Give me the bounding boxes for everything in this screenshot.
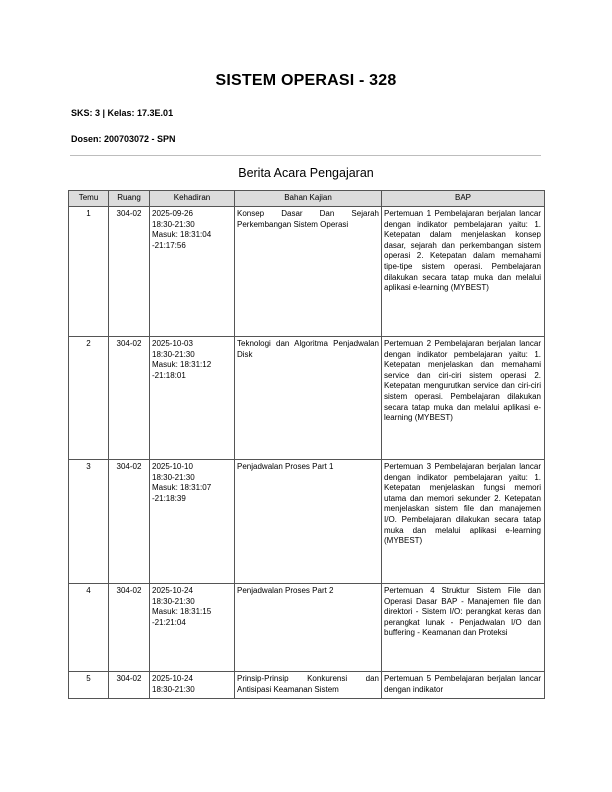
attendance-time: 18:30-21:30 bbox=[152, 472, 195, 482]
header-bap: BAP bbox=[382, 191, 545, 207]
attendance-checkin: Masuk: 18:31:04 bbox=[152, 230, 212, 240]
cell-bahan-kajian: Konsep Dasar Dan Sejarah Perkembangan Sistem Operasi bbox=[235, 207, 382, 337]
attendance-date: 2025-10-24 bbox=[152, 674, 193, 683]
attendance-time: 18:30-21:30 bbox=[152, 684, 195, 694]
cell-bap: Pertemuan 5 Pembelajaran berjalan lancar dengan indikator bbox=[382, 672, 545, 699]
cell-bap: Pertemuan 1 Pembelajaran berjalan lancar dengan indikator pembelajaran yaitu: 1. Ketepatan dalam menjelaskan konsep dasar, sejarah dan perkembangan sistem operasi 2. Ketepatan dalam memahami tipe-tipe sistem operasi. Pembelajaran dilakukan secara tatap muka dan melalui aplikasi e-learning (MYBEST) bbox=[382, 207, 545, 337]
attendance-checkin: Masuk: 18:31:12 bbox=[152, 360, 212, 370]
cell-temu: 4 bbox=[69, 584, 109, 672]
attendance-date: 2025-10-24 bbox=[152, 586, 193, 595]
table-row bbox=[69, 672, 545, 699]
table-row bbox=[69, 460, 545, 584]
table-row bbox=[69, 584, 545, 672]
section-title: Berita Acara Pengajaran bbox=[238, 166, 374, 180]
header-ruang: Ruang bbox=[109, 191, 150, 207]
table-header-row bbox=[69, 191, 545, 207]
course-title: SISTEM OPERASI - 328 bbox=[215, 72, 397, 89]
cell-ruang: 304-02 bbox=[109, 337, 150, 460]
attendance-time: 18:30-21:30 bbox=[152, 219, 195, 229]
cell-kehadiran bbox=[150, 584, 235, 672]
cell-temu: 1 bbox=[69, 207, 109, 337]
cell-bahan-kajian: Penjadwalan Proses Part 2 bbox=[235, 584, 382, 672]
attendance-date: 2025-10-03 bbox=[152, 339, 193, 348]
cell-kehadiran bbox=[150, 460, 235, 584]
sks-class-info: SKS: 3 | Kelas: 17.3E.01 bbox=[71, 108, 174, 118]
attendance-time: 18:30-21:30 bbox=[152, 349, 195, 359]
attendance-checkout: -21:18:01 bbox=[152, 370, 186, 380]
cell-kehadiran bbox=[150, 337, 235, 460]
cell-kehadiran bbox=[150, 672, 235, 699]
cell-temu: 2 bbox=[69, 337, 109, 460]
cell-bahan-kajian: Prinsip-Prinsip Konkurensi dan Antisipasi Keamanan Sistem bbox=[235, 672, 382, 699]
lecturer-info: Dosen: 200703072 - SPN bbox=[71, 134, 176, 144]
cell-temu: 5 bbox=[69, 672, 109, 699]
attendance-checkout: -21:17:56 bbox=[152, 240, 186, 250]
attendance-checkin: Masuk: 18:31:07 bbox=[152, 483, 212, 493]
cell-bap: Pertemuan 2 Pembelajaran berjalan lancar dengan indikator pembelajaran yaitu: 1. Ketepatan menjelaskan dan memahami service dan ciri-ciri sistem operasi 2. Ketepatan mengurutkan service dan ciri-ciri sistem operasi. Pembelajaran dilakukan secara tatap muka dan melalui aplikasi e-learning (MYBEST) bbox=[382, 337, 545, 460]
teaching-log-table bbox=[68, 190, 545, 699]
cell-ruang: 304-02 bbox=[109, 672, 150, 699]
cell-bahan-kajian: Penjadwalan Proses Part 1 bbox=[235, 460, 382, 584]
table-row bbox=[69, 337, 545, 460]
cell-temu: 3 bbox=[69, 460, 109, 584]
cell-bahan-kajian: Teknologi dan Algoritma Penjadwalan Disk bbox=[235, 337, 382, 460]
attendance-date: 2025-10-10 bbox=[152, 462, 193, 471]
cell-ruang: 304-02 bbox=[109, 207, 150, 337]
cell-bap: Pertemuan 3 Pembelajaran berjalan lancar dengan indikator pembelajaran yaitu: 1. Ketepatan menjelaskan fungsi memori utama dan memori sekunder 2. Ketepatan menjelaskan sistem file dan manajemen I/O. Pembelajaran dilakukan secara tatap muka dan melalui aplikasi e-learning (MYBEST) bbox=[382, 460, 545, 584]
cell-ruang: 304-02 bbox=[109, 460, 150, 584]
attendance-checkout: -21:21:04 bbox=[152, 617, 186, 627]
header-bahan-kajian: Bahan Kajian bbox=[235, 191, 382, 207]
attendance-checkin: Masuk: 18:31:15 bbox=[152, 607, 212, 617]
header-kehadiran: Kehadiran bbox=[150, 191, 235, 207]
attendance-checkout: -21:18:39 bbox=[152, 493, 186, 503]
cell-bap: Pertemuan 4 Struktur Sistem File dan Operasi Dasar BAP - Manajemen file dan direktori - Sistem I/O: perangkat keras dan perangkat lunak - Penjadwalan I/O dan buffering - Keamanan dan Proteksi bbox=[382, 584, 545, 672]
header-temu: Temu bbox=[69, 191, 109, 207]
attendance-date: 2025-09-26 bbox=[152, 209, 193, 218]
cell-ruang: 304-02 bbox=[109, 584, 150, 672]
table-row bbox=[69, 207, 545, 337]
cell-kehadiran bbox=[150, 207, 235, 337]
attendance-time: 18:30-21:30 bbox=[152, 596, 195, 606]
divider bbox=[70, 155, 541, 156]
